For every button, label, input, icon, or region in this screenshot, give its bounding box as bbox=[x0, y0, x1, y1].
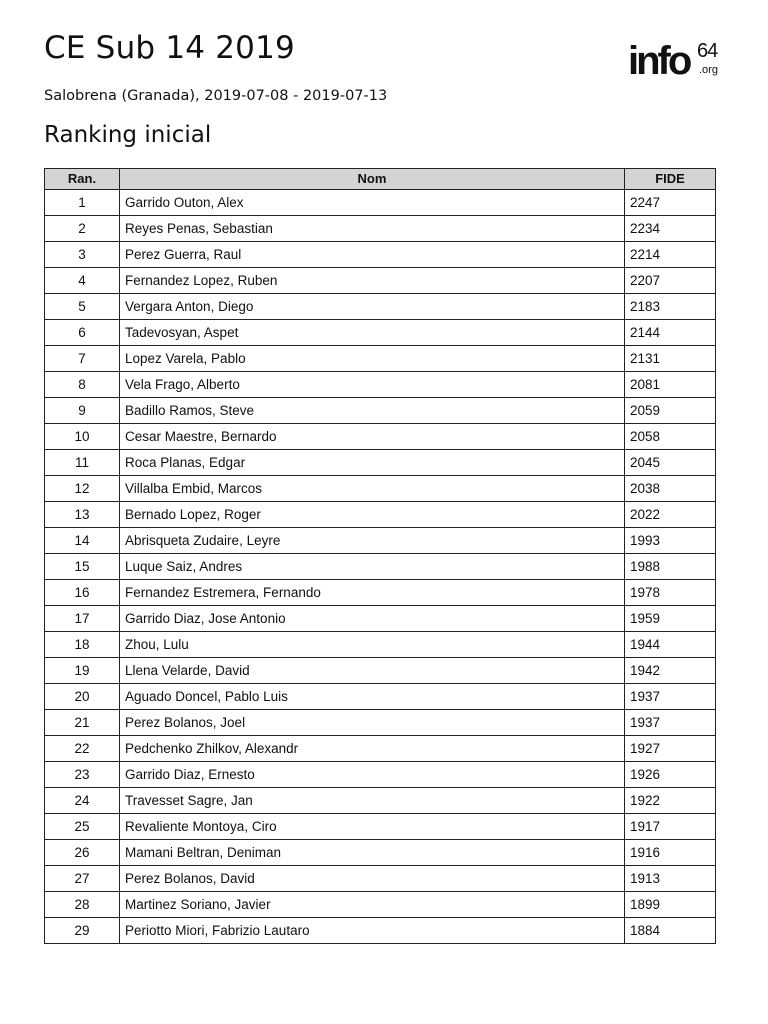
rank-cell: 14 bbox=[45, 528, 120, 554]
fide-rating-cell: 1926 bbox=[625, 762, 716, 788]
player-name-cell: Zhou, Lulu bbox=[120, 632, 625, 658]
player-name-cell: Garrido Outon, Alex bbox=[120, 190, 625, 216]
column-header-fide: FIDE bbox=[625, 169, 716, 190]
table-body bbox=[45, 190, 716, 944]
rank-cell: 17 bbox=[45, 606, 120, 632]
table-row bbox=[45, 892, 716, 918]
table-row bbox=[45, 294, 716, 320]
player-name-cell: Bernado Lopez, Roger bbox=[120, 502, 625, 528]
table-row bbox=[45, 736, 716, 762]
rank-cell: 12 bbox=[45, 476, 120, 502]
player-name-cell: Travesset Sagre, Jan bbox=[120, 788, 625, 814]
player-name-cell: Periotto Miori, Fabrizio Lautaro bbox=[120, 918, 625, 944]
fide-rating-cell: 2144 bbox=[625, 320, 716, 346]
rank-cell: 3 bbox=[45, 242, 120, 268]
player-name-cell: Villalba Embid, Marcos bbox=[120, 476, 625, 502]
player-name-cell: Abrisqueta Zudaire, Leyre bbox=[120, 528, 625, 554]
player-name-cell: Luque Saiz, Andres bbox=[120, 554, 625, 580]
player-name-cell: Revaliente Montoya, Ciro bbox=[120, 814, 625, 840]
table-row bbox=[45, 320, 716, 346]
table-row bbox=[45, 658, 716, 684]
table-header-row bbox=[45, 169, 716, 190]
page-title: CE Sub 14 2019 bbox=[44, 30, 295, 66]
logo-wordmark: info bbox=[628, 39, 690, 83]
fide-rating-cell: 1993 bbox=[625, 528, 716, 554]
table-row bbox=[45, 346, 716, 372]
fide-rating-cell: 1916 bbox=[625, 840, 716, 866]
table-row bbox=[45, 866, 716, 892]
rank-cell: 25 bbox=[45, 814, 120, 840]
rank-cell: 15 bbox=[45, 554, 120, 580]
table-row bbox=[45, 372, 716, 398]
fide-rating-cell: 1944 bbox=[625, 632, 716, 658]
fide-rating-cell: 2183 bbox=[625, 294, 716, 320]
rank-cell: 28 bbox=[45, 892, 120, 918]
fide-rating-cell: 1922 bbox=[625, 788, 716, 814]
rank-cell: 19 bbox=[45, 658, 120, 684]
rank-cell: 27 bbox=[45, 866, 120, 892]
fide-rating-cell: 2059 bbox=[625, 398, 716, 424]
table-row bbox=[45, 424, 716, 450]
table-row bbox=[45, 554, 716, 580]
fide-rating-cell: 1959 bbox=[625, 606, 716, 632]
table-row bbox=[45, 684, 716, 710]
fide-rating-cell: 1937 bbox=[625, 710, 716, 736]
fide-rating-cell: 2131 bbox=[625, 346, 716, 372]
player-name-cell: Fernandez Estremera, Fernando bbox=[120, 580, 625, 606]
fide-rating-cell: 1917 bbox=[625, 814, 716, 840]
rank-cell: 29 bbox=[45, 918, 120, 944]
logo-number: 64 bbox=[697, 40, 718, 62]
player-name-cell: Perez Guerra, Raul bbox=[120, 242, 625, 268]
player-name-cell: Martinez Soriano, Javier bbox=[120, 892, 625, 918]
rank-cell: 8 bbox=[45, 372, 120, 398]
rank-cell: 23 bbox=[45, 762, 120, 788]
player-name-cell: Pedchenko Zhilkov, Alexandr bbox=[120, 736, 625, 762]
player-name-cell: Reyes Penas, Sebastian bbox=[120, 216, 625, 242]
section-heading: Ranking inicial bbox=[44, 122, 212, 148]
fide-rating-cell: 1978 bbox=[625, 580, 716, 606]
fide-rating-cell: 2022 bbox=[625, 502, 716, 528]
rank-cell: 6 bbox=[45, 320, 120, 346]
fide-rating-cell: 1899 bbox=[625, 892, 716, 918]
rank-cell: 1 bbox=[45, 190, 120, 216]
fide-rating-cell: 2038 bbox=[625, 476, 716, 502]
logo-domain: .org bbox=[699, 64, 718, 76]
player-name-cell: Lopez Varela, Pablo bbox=[120, 346, 625, 372]
table-row bbox=[45, 632, 716, 658]
fide-rating-cell: 2207 bbox=[625, 268, 716, 294]
player-name-cell: Cesar Maestre, Bernardo bbox=[120, 424, 625, 450]
table-row bbox=[45, 268, 716, 294]
rank-cell: 13 bbox=[45, 502, 120, 528]
fide-rating-cell: 2247 bbox=[625, 190, 716, 216]
table-row bbox=[45, 450, 716, 476]
column-header-name: Nom bbox=[120, 169, 625, 190]
player-name-cell: Roca Planas, Edgar bbox=[120, 450, 625, 476]
table-row bbox=[45, 242, 716, 268]
player-name-cell: Aguado Doncel, Pablo Luis bbox=[120, 684, 625, 710]
rank-cell: 20 bbox=[45, 684, 120, 710]
table-row bbox=[45, 476, 716, 502]
player-name-cell: Perez Bolanos, Joel bbox=[120, 710, 625, 736]
fide-rating-cell: 1942 bbox=[625, 658, 716, 684]
table-row bbox=[45, 710, 716, 736]
fide-rating-cell: 2214 bbox=[625, 242, 716, 268]
rank-cell: 4 bbox=[45, 268, 120, 294]
rank-cell: 22 bbox=[45, 736, 120, 762]
rank-cell: 10 bbox=[45, 424, 120, 450]
player-name-cell: Garrido Diaz, Jose Antonio bbox=[120, 606, 625, 632]
rank-cell: 24 bbox=[45, 788, 120, 814]
player-name-cell: Vergara Anton, Diego bbox=[120, 294, 625, 320]
rank-cell: 11 bbox=[45, 450, 120, 476]
rank-cell: 9 bbox=[45, 398, 120, 424]
ranking-table bbox=[44, 168, 716, 944]
table-row bbox=[45, 762, 716, 788]
fide-rating-cell: 2058 bbox=[625, 424, 716, 450]
player-name-cell: Fernandez Lopez, Ruben bbox=[120, 268, 625, 294]
fide-rating-cell: 1988 bbox=[625, 554, 716, 580]
rank-cell: 18 bbox=[45, 632, 120, 658]
fide-rating-cell: 1884 bbox=[625, 918, 716, 944]
fide-rating-cell: 2045 bbox=[625, 450, 716, 476]
table-row bbox=[45, 528, 716, 554]
player-name-cell: Vela Frago, Alberto bbox=[120, 372, 625, 398]
rank-cell: 21 bbox=[45, 710, 120, 736]
player-name-cell: Llena Velarde, David bbox=[120, 658, 625, 684]
rank-cell: 16 bbox=[45, 580, 120, 606]
fide-rating-cell: 1927 bbox=[625, 736, 716, 762]
fide-rating-cell: 1937 bbox=[625, 684, 716, 710]
table-row bbox=[45, 580, 716, 606]
table-row bbox=[45, 190, 716, 216]
player-name-cell: Badillo Ramos, Steve bbox=[120, 398, 625, 424]
player-name-cell: Mamani Beltran, Deniman bbox=[120, 840, 625, 866]
rank-cell: 7 bbox=[45, 346, 120, 372]
table-row bbox=[45, 398, 716, 424]
rank-cell: 5 bbox=[45, 294, 120, 320]
event-location-dates: Salobrena (Granada), 2019-07-08 - 2019-07-13 bbox=[44, 88, 388, 104]
rank-cell: 26 bbox=[45, 840, 120, 866]
rank-cell: 2 bbox=[45, 216, 120, 242]
table-row bbox=[45, 814, 716, 840]
player-name-cell: Tadevosyan, Aspet bbox=[120, 320, 625, 346]
table-row bbox=[45, 788, 716, 814]
table-row bbox=[45, 840, 716, 866]
player-name-cell: Garrido Diaz, Ernesto bbox=[120, 762, 625, 788]
info64-logo bbox=[628, 38, 720, 84]
table-row bbox=[45, 216, 716, 242]
fide-rating-cell: 2234 bbox=[625, 216, 716, 242]
table-row bbox=[45, 918, 716, 944]
player-name-cell: Perez Bolanos, David bbox=[120, 866, 625, 892]
column-header-rank: Ran. bbox=[45, 169, 120, 190]
table-row bbox=[45, 606, 716, 632]
table-row bbox=[45, 502, 716, 528]
fide-rating-cell: 2081 bbox=[625, 372, 716, 398]
fide-rating-cell: 1913 bbox=[625, 866, 716, 892]
